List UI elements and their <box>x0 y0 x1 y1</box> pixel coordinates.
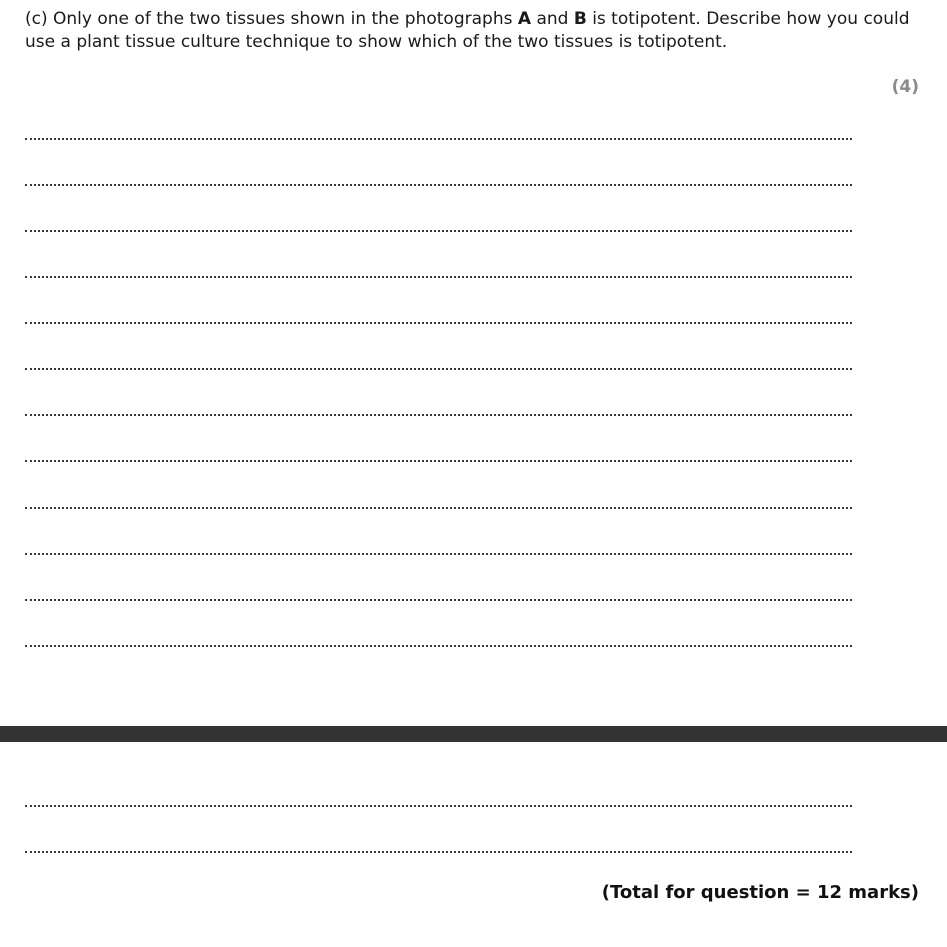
question-text-2: and <box>536 9 569 29</box>
answer-line[interactable] <box>25 276 852 278</box>
answer-line[interactable] <box>25 138 852 140</box>
answer-line[interactable] <box>25 322 852 324</box>
question-text-3: is totipotent. Describe how you could use a plant tissue culture technique to show which of the two tissues is totipotent. <box>25 9 910 52</box>
answer-line[interactable] <box>25 599 852 601</box>
answer-line[interactable] <box>25 414 852 416</box>
photo-label-a: A <box>517 9 532 29</box>
answer-line[interactable] <box>25 230 852 232</box>
question-text-1: Only one of the two tissues shown in the photographs <box>53 9 513 29</box>
answer-line[interactable] <box>25 184 852 186</box>
question-part: (c) <box>25 9 48 29</box>
marks-available: (4) <box>891 77 919 97</box>
answer-line[interactable] <box>25 507 852 509</box>
answer-line[interactable] <box>25 805 852 807</box>
total-marks: (Total for question = 12 marks) <box>601 882 919 903</box>
photo-label-b: B <box>573 9 587 29</box>
page-divider <box>0 726 947 742</box>
answer-line[interactable] <box>25 368 852 370</box>
answer-line[interactable] <box>25 553 852 555</box>
question-text <box>25 8 915 54</box>
answer-line[interactable] <box>25 851 852 853</box>
answer-line[interactable] <box>25 460 852 462</box>
answer-line[interactable] <box>25 645 852 647</box>
